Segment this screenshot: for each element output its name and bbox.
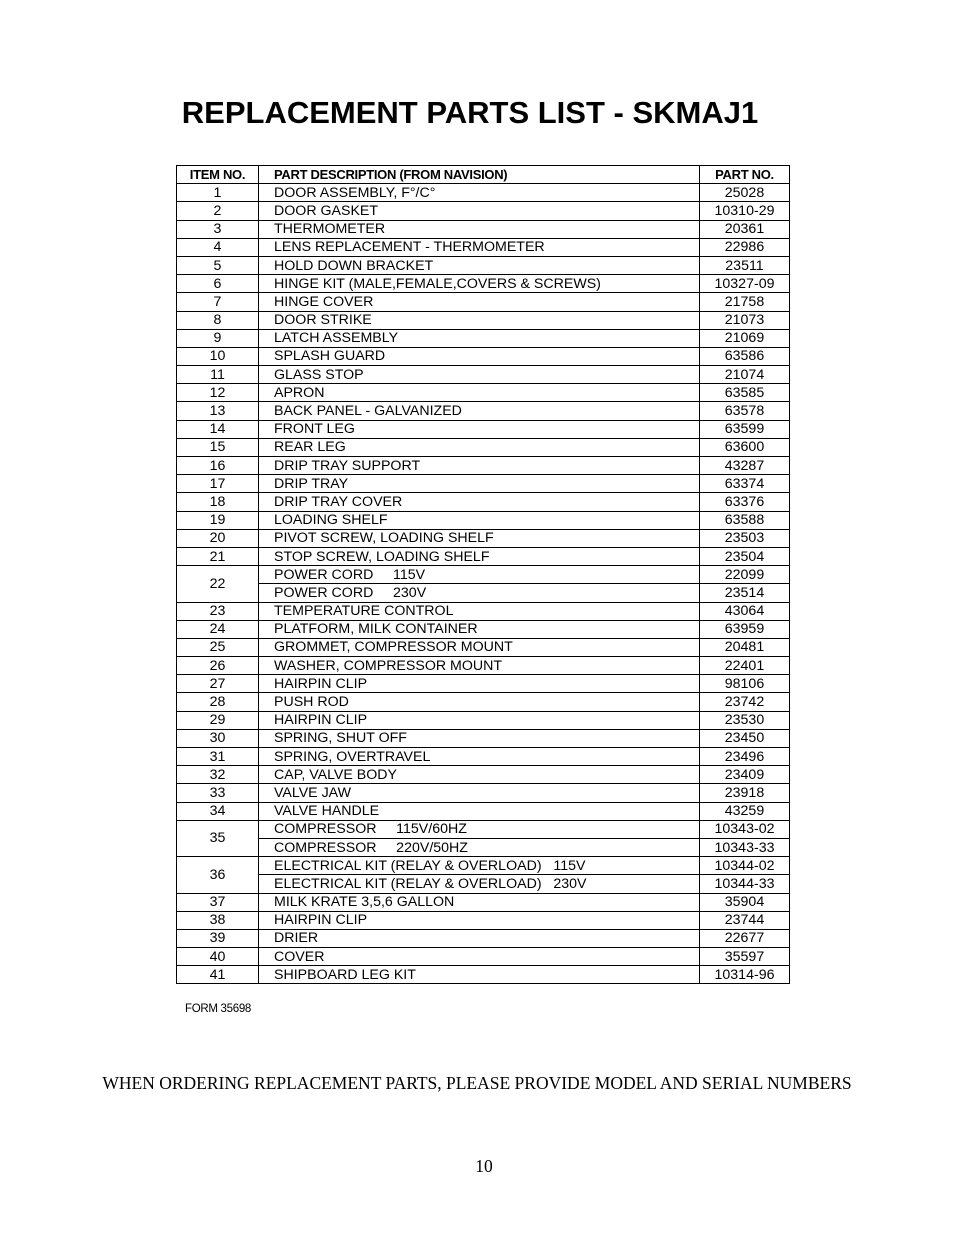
item-number-cell: 20 xyxy=(177,529,259,547)
table-row xyxy=(177,584,790,602)
part-number-cell: 35904 xyxy=(700,893,790,911)
item-number-cell: 17 xyxy=(177,475,259,493)
part-description-cell: APRON xyxy=(259,384,700,402)
part-description-cell: SPRING, SHUT OFF xyxy=(259,729,700,747)
part-number-cell: 23450 xyxy=(700,729,790,747)
parts-table xyxy=(176,165,790,984)
part-description-cell: HINGE COVER xyxy=(259,293,700,311)
part-number-cell: 43259 xyxy=(700,802,790,820)
part-number-cell: 22401 xyxy=(700,657,790,675)
part-number-cell: 63599 xyxy=(700,420,790,438)
table-row xyxy=(177,657,790,675)
item-number-cell: 15 xyxy=(177,438,259,456)
item-number-cell: 40 xyxy=(177,948,259,966)
item-number-cell: 11 xyxy=(177,366,259,384)
table-row xyxy=(177,184,790,202)
part-number-cell: 20481 xyxy=(700,638,790,656)
part-description-cell: DRIP TRAY SUPPORT xyxy=(259,457,700,475)
table-row xyxy=(177,566,790,584)
part-number-cell: 10327-09 xyxy=(700,275,790,293)
item-number-cell: 21 xyxy=(177,547,259,565)
table-row xyxy=(177,620,790,638)
table-row xyxy=(177,547,790,565)
part-description-cell: GLASS STOP xyxy=(259,366,700,384)
part-description-cell: PIVOT SCREW, LOADING SHELF xyxy=(259,529,700,547)
part-number-cell: 23503 xyxy=(700,529,790,547)
part-number-cell: 63376 xyxy=(700,493,790,511)
part-description-cell: HAIRPIN CLIP xyxy=(259,911,700,929)
item-number-cell: 13 xyxy=(177,402,259,420)
item-number-cell: 3 xyxy=(177,220,259,238)
part-number-cell: 22099 xyxy=(700,566,790,584)
part-description-cell: VALVE JAW xyxy=(259,784,700,802)
item-number-cell: 7 xyxy=(177,293,259,311)
item-number-cell: 23 xyxy=(177,602,259,620)
table-row xyxy=(177,929,790,947)
part-description-cell: COMPRESSOR 115V/60HZ xyxy=(259,820,700,838)
table-row xyxy=(177,366,790,384)
part-description-cell: HOLD DOWN BRACKET xyxy=(259,256,700,274)
part-description-cell: COMPRESSOR 220V/50HZ xyxy=(259,838,700,856)
page-number: 10 xyxy=(475,1156,493,1176)
part-number-cell: 20361 xyxy=(700,220,790,238)
item-number-cell: 2 xyxy=(177,202,259,220)
item-number-cell: 19 xyxy=(177,511,259,529)
table-row xyxy=(177,311,790,329)
table-row xyxy=(177,529,790,547)
part-description-cell: COVER xyxy=(259,948,700,966)
part-description-cell: SPRING, OVERTRAVEL xyxy=(259,748,700,766)
table-row xyxy=(177,729,790,747)
table-row xyxy=(177,293,790,311)
item-number-cell: 39 xyxy=(177,929,259,947)
part-description-cell: LENS REPLACEMENT - THERMOMETER xyxy=(259,238,700,256)
part-description-cell: SPLASH GUARD xyxy=(259,347,700,365)
item-number-cell: 31 xyxy=(177,748,259,766)
part-number-cell: 23918 xyxy=(700,784,790,802)
part-number-cell: 23409 xyxy=(700,766,790,784)
table-row xyxy=(177,238,790,256)
part-number-cell: 21074 xyxy=(700,366,790,384)
table-row xyxy=(177,202,790,220)
part-description-cell: DRIER xyxy=(259,929,700,947)
part-number-cell: 63374 xyxy=(700,475,790,493)
page-title: REPLACEMENT PARTS LIST - SKMAJ1 xyxy=(181,95,759,130)
part-description-cell: VALVE HANDLE xyxy=(259,802,700,820)
part-number-cell: 23744 xyxy=(700,911,790,929)
part-number-cell: 23496 xyxy=(700,748,790,766)
item-number-cell: 28 xyxy=(177,693,259,711)
table-row xyxy=(177,857,790,875)
part-number-cell: 23742 xyxy=(700,693,790,711)
table-row xyxy=(177,711,790,729)
part-description-cell: POWER CORD 230V xyxy=(259,584,700,602)
part-description-cell: THERMOMETER xyxy=(259,220,700,238)
part-description-cell: DRIP TRAY xyxy=(259,475,700,493)
item-number-cell: 32 xyxy=(177,766,259,784)
part-number-cell: 35597 xyxy=(700,948,790,966)
table-row xyxy=(177,256,790,274)
table-row xyxy=(177,402,790,420)
item-number-cell: 25 xyxy=(177,638,259,656)
part-number-cell: 63600 xyxy=(700,438,790,456)
part-number-cell: 43287 xyxy=(700,457,790,475)
table-row xyxy=(177,893,790,911)
part-number-cell: 25028 xyxy=(700,184,790,202)
table-row xyxy=(177,966,790,984)
item-number-cell: 10 xyxy=(177,347,259,365)
part-description-cell: ELECTRICAL KIT (RELAY & OVERLOAD) 230V xyxy=(259,875,700,893)
table-row xyxy=(177,347,790,365)
part-number-cell: 23514 xyxy=(700,584,790,602)
table-row xyxy=(177,329,790,347)
part-description-cell: HAIRPIN CLIP xyxy=(259,711,700,729)
part-number-cell: 98106 xyxy=(700,675,790,693)
part-number-cell: 10343-02 xyxy=(700,820,790,838)
header-part-description: PART DESCRIPTION (FROM NAVISION) xyxy=(259,166,700,184)
item-number-cell: 34 xyxy=(177,802,259,820)
part-description-cell: ELECTRICAL KIT (RELAY & OVERLOAD) 115V xyxy=(259,857,700,875)
part-number-cell: 10314-96 xyxy=(700,966,790,984)
header-part-no: PART NO. xyxy=(700,166,790,184)
item-number-cell: 8 xyxy=(177,311,259,329)
part-number-cell: 23530 xyxy=(700,711,790,729)
item-number-cell: 35 xyxy=(177,820,259,856)
table-row xyxy=(177,693,790,711)
part-number-cell: 10344-33 xyxy=(700,875,790,893)
part-description-cell: WASHER, COMPRESSOR MOUNT xyxy=(259,657,700,675)
parts-table-header xyxy=(177,166,790,184)
item-number-cell: 36 xyxy=(177,857,259,893)
table-row xyxy=(177,875,790,893)
form-number: FORM 35698 xyxy=(185,1003,252,1015)
part-description-cell: POWER CORD 115V xyxy=(259,566,700,584)
part-number-cell: 63588 xyxy=(700,511,790,529)
header-item-no: ITEM NO. xyxy=(177,166,259,184)
item-number-cell: 26 xyxy=(177,657,259,675)
table-row xyxy=(177,457,790,475)
item-number-cell: 24 xyxy=(177,620,259,638)
part-description-cell: LOADING SHELF xyxy=(259,511,700,529)
part-description-cell: LATCH ASSEMBLY xyxy=(259,329,700,347)
part-description-cell: HINGE KIT (MALE,FEMALE,COVERS & SCREWS) xyxy=(259,275,700,293)
part-number-cell: 21069 xyxy=(700,329,790,347)
table-row xyxy=(177,493,790,511)
item-number-cell: 4 xyxy=(177,238,259,256)
item-number-cell: 18 xyxy=(177,493,259,511)
part-description-cell: HAIRPIN CLIP xyxy=(259,675,700,693)
item-number-cell: 12 xyxy=(177,384,259,402)
part-description-cell: DOOR STRIKE xyxy=(259,311,700,329)
table-row xyxy=(177,766,790,784)
table-row xyxy=(177,784,790,802)
part-description-cell: MILK KRATE 3,5,6 GALLON xyxy=(259,893,700,911)
table-row xyxy=(177,438,790,456)
item-number-cell: 1 xyxy=(177,184,259,202)
part-number-cell: 22677 xyxy=(700,929,790,947)
table-row xyxy=(177,384,790,402)
part-description-cell: BACK PANEL - GALVANIZED xyxy=(259,402,700,420)
part-number-cell: 43064 xyxy=(700,602,790,620)
part-number-cell: 23504 xyxy=(700,547,790,565)
part-number-cell: 63585 xyxy=(700,384,790,402)
part-number-cell: 22986 xyxy=(700,238,790,256)
item-number-cell: 16 xyxy=(177,457,259,475)
part-description-cell: REAR LEG xyxy=(259,438,700,456)
part-description-cell: TEMPERATURE CONTROL xyxy=(259,602,700,620)
item-number-cell: 30 xyxy=(177,729,259,747)
part-number-cell: 63578 xyxy=(700,402,790,420)
item-number-cell: 6 xyxy=(177,275,259,293)
item-number-cell: 33 xyxy=(177,784,259,802)
part-description-cell: DOOR ASSEMBLY, F°/C° xyxy=(259,184,700,202)
item-number-cell: 37 xyxy=(177,893,259,911)
part-number-cell: 10310-29 xyxy=(700,202,790,220)
part-number-cell: 23511 xyxy=(700,256,790,274)
part-description-cell: DOOR GASKET xyxy=(259,202,700,220)
table-row xyxy=(177,511,790,529)
part-description-cell: PLATFORM, MILK CONTAINER xyxy=(259,620,700,638)
table-row xyxy=(177,911,790,929)
item-number-cell: 22 xyxy=(177,566,259,602)
item-number-cell: 9 xyxy=(177,329,259,347)
part-number-cell: 21758 xyxy=(700,293,790,311)
part-number-cell: 10343-33 xyxy=(700,838,790,856)
table-row xyxy=(177,275,790,293)
part-number-cell: 10344-02 xyxy=(700,857,790,875)
part-number-cell: 63959 xyxy=(700,620,790,638)
part-description-cell: GROMMET, COMPRESSOR MOUNT xyxy=(259,638,700,656)
part-description-cell: DRIP TRAY COVER xyxy=(259,493,700,511)
table-row xyxy=(177,675,790,693)
table-row xyxy=(177,948,790,966)
table-row xyxy=(177,802,790,820)
table-row xyxy=(177,220,790,238)
part-number-cell: 21073 xyxy=(700,311,790,329)
part-description-cell: FRONT LEG xyxy=(259,420,700,438)
item-number-cell: 5 xyxy=(177,256,259,274)
part-description-cell: PUSH ROD xyxy=(259,693,700,711)
table-row xyxy=(177,638,790,656)
table-row xyxy=(177,820,790,838)
table-row xyxy=(177,475,790,493)
header-row xyxy=(177,166,790,184)
item-number-cell: 41 xyxy=(177,966,259,984)
item-number-cell: 27 xyxy=(177,675,259,693)
table-row xyxy=(177,420,790,438)
item-number-cell: 29 xyxy=(177,711,259,729)
table-row xyxy=(177,838,790,856)
item-number-cell: 14 xyxy=(177,420,259,438)
item-number-cell: 38 xyxy=(177,911,259,929)
table-row xyxy=(177,748,790,766)
ordering-notice: WHEN ORDERING REPLACEMENT PARTS, PLEASE PROVIDE MODEL AND SERIAL NUMBERS xyxy=(102,1073,852,1093)
part-description-cell: SHIPBOARD LEG KIT xyxy=(259,966,700,984)
part-description-cell: STOP SCREW, LOADING SHELF xyxy=(259,547,700,565)
part-description-cell: CAP, VALVE BODY xyxy=(259,766,700,784)
part-number-cell: 63586 xyxy=(700,347,790,365)
table-row xyxy=(177,602,790,620)
parts-table-body xyxy=(177,184,790,984)
